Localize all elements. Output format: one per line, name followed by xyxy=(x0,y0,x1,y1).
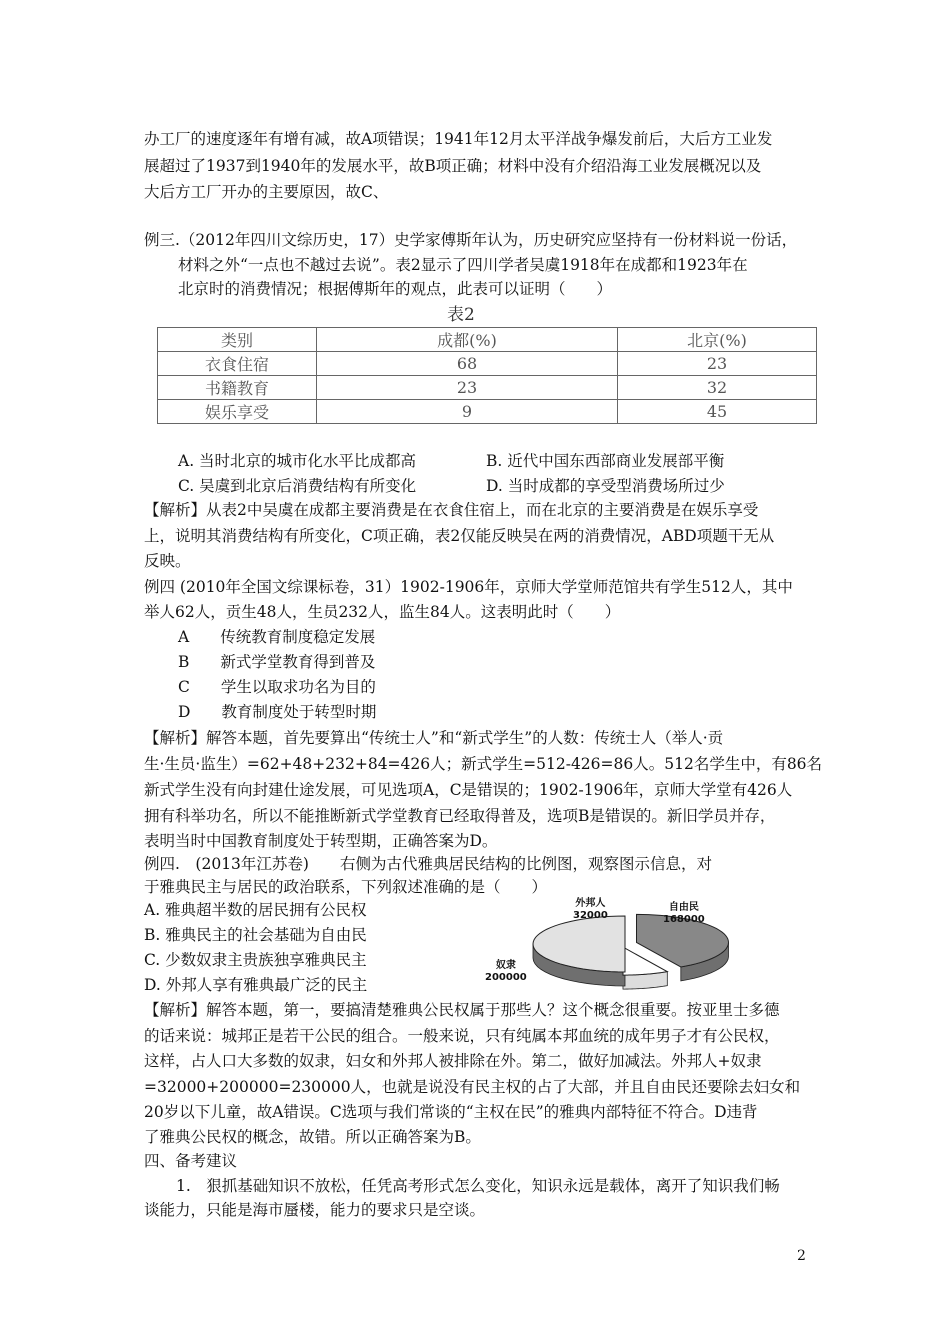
text-line: 【解析】从表2中吴虞在成都主要消费是在衣食住宿上，而在北京的主要消费是在娱乐享受 xyxy=(144,501,759,519)
text-line: =32000+200000=230000人，也就是说没有民主权的占了大部，并且自由民还要除去妇女和 xyxy=(144,1078,801,1096)
option-b: B. 雅典民主的社会基础为自由民 xyxy=(144,926,367,944)
text-line: 谈能力，只能是海市蜃楼，能力的要求只是空谈。 xyxy=(144,1201,486,1219)
text-line: 反映。 xyxy=(144,552,191,570)
table-header-row xyxy=(158,328,817,352)
table-header-cell: 类别 xyxy=(158,328,317,352)
option-c: C. 少数奴隶主贵族独享雅典民主 xyxy=(144,951,367,969)
option-a: A 传统教育制度稳定发展 xyxy=(178,628,376,646)
text-line: 例四. (2013年江苏卷) 右侧为古代雅典居民结构的比例图，观察图示信息，对 xyxy=(144,855,712,873)
option-a: A. 当时北京的城市化水平比成都高 xyxy=(178,452,417,470)
text-line: 展超过了1937到1940年的发展水平，故B项正确；材料中没有介绍沿海工业发展概况以及 xyxy=(144,157,762,175)
section-heading: 四、备考建议 xyxy=(144,1152,238,1170)
text-line: 了雅典公民权的概念，故错。所以正确答案为B。 xyxy=(144,1128,481,1146)
text-line: 材料之外“一点也不越过去说”。表2显示了四川学者吴虞1918年在成都和1923年在 xyxy=(178,256,748,274)
option-d: D. 当时成都的享受型消费场所过少 xyxy=(486,477,725,495)
consumption-table xyxy=(157,327,817,424)
text-line: 例三.（2012年四川文综历史，17）史学家傅斯年认为，历史研究应坚持有一份材料说一份话， xyxy=(144,231,798,249)
slice-label: 自由民 168000 xyxy=(663,902,705,925)
text-line: 例四 (2010年全国文综课标卷，31）1902-1906年，京师大学堂师范馆共有学生512人，其中 xyxy=(144,578,793,596)
page-number: 2 xyxy=(797,1248,806,1264)
table-cell: 45 xyxy=(618,400,817,424)
option-b: B. 近代中国东西部商业发展部平衡 xyxy=(486,452,725,470)
text-line: 表明当时中国教育制度处于转型期，正确答案为D。 xyxy=(144,832,498,850)
text-line: 这样，占人口大多数的奴隶，妇女和外邦人被排除在外。第二，做好加减法。外邦人+奴隶 xyxy=(144,1052,762,1070)
text-line: 举人62人，贡生48人，生员232人，监生84人。这表明此时（ ） xyxy=(144,603,621,621)
text-line: 拥有科举功名，所以不能推断新式学堂教育已经取得普及，选项B是错误的。新旧学员并存， xyxy=(144,807,776,825)
text-line: 上，说明其消费结构有所变化，C项正确，表2仅能反映吴在两的消费情况，ABD项题干无从 xyxy=(144,527,775,545)
text-line: 于雅典民主与居民的政治联系，下列叙述准确的是（ ） xyxy=(144,878,548,896)
table-cell: 23 xyxy=(618,352,817,376)
option-c: C 学生以取求功名为目的 xyxy=(178,678,376,696)
option-a: A. 雅典超半数的居民拥有公民权 xyxy=(144,901,367,919)
option-c: C. 吴虞到北京后消费结构有所变化 xyxy=(178,477,417,495)
table-cell: 23 xyxy=(317,376,618,400)
table-cell: 9 xyxy=(317,400,618,424)
slice-label: 奴隶 200000 xyxy=(485,960,527,983)
athens-population-pie-chart xyxy=(485,896,733,1001)
option-d: D 教育制度处于转型时期 xyxy=(178,703,377,721)
table-title: 表2 xyxy=(447,305,475,325)
table-header-cell: 成都(%) xyxy=(317,328,618,352)
table-row xyxy=(158,400,817,424)
table-cell: 32 xyxy=(618,376,817,400)
text-line: 大后方工厂开办的主要原因，故C、 xyxy=(144,183,389,201)
table-row xyxy=(158,352,817,376)
table-cell: 娱乐享受 xyxy=(158,400,317,424)
text-line: 北京时的消费情况；根据傅斯年的观点，此表可以证明（ ） xyxy=(178,280,613,298)
table-cell: 衣食住宿 xyxy=(158,352,317,376)
table-row xyxy=(158,376,817,400)
text-line: 【解析】解答本题，第一，要搞清楚雅典公民权属于那些人？这个概念很重要。按亚里士多德 xyxy=(144,1001,780,1019)
text-line: 生·生员·监生）=62+48+232+84=426人；新式学生=512-426=86人。512名学生中，有86名 xyxy=(144,755,823,773)
table-cell: 书籍教育 xyxy=(158,376,317,400)
text-line: 办工厂的速度逐年有增有减，故A项错误；1941年12月太平洋战争爆发前后，大后方工业发 xyxy=(144,130,773,148)
option-b: B 新式学堂教育得到普及 xyxy=(178,653,376,671)
text-line: 的话来说：城邦正是若干公民的组合。一般来说，只有纯属本邦血统的成年男子才有公民权， xyxy=(144,1027,780,1045)
option-d: D. 外邦人享有雅典最广泛的民主 xyxy=(144,976,368,994)
text-line: 1. 狠抓基础知识不放松，任凭高考形式怎么变化，知识永远是载体，离开了知识我们畅 xyxy=(176,1177,780,1195)
table-cell: 68 xyxy=(317,352,618,376)
table-header-cell: 北京(%) xyxy=(618,328,817,352)
text-line: 20岁以下儿童，故A错误。C选项与我们常谈的“主权在民”的雅典内部特征不符合。D违背 xyxy=(144,1103,758,1121)
text-line: 【解析】解答本题，首先要算出“传统士人”和“新式学生”的人数：传统士人（举人·贡 xyxy=(144,729,724,747)
text-line: 新式学生没有向封建仕途发展，可见选项A，C是错误的；1902-1906年，京师大学堂有426人 xyxy=(144,781,793,799)
slice-label: 外邦人 32000 xyxy=(573,898,608,921)
